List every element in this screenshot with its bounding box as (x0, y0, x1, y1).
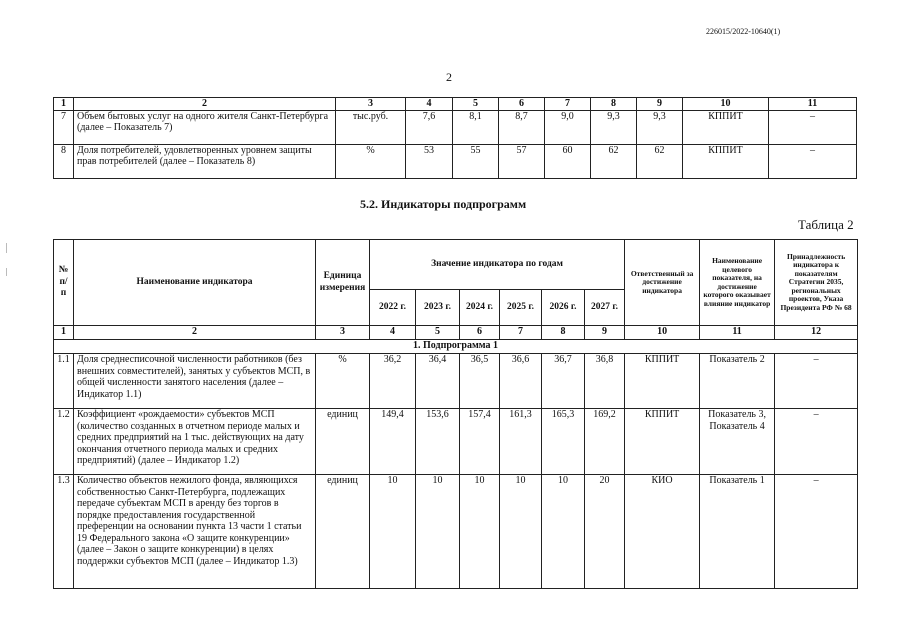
column-number: 1 (54, 326, 74, 340)
column-number: 5 (453, 98, 499, 111)
value-cell: 169,2 (585, 409, 625, 475)
value-cell: 62 (591, 144, 637, 178)
column-number: 8 (542, 326, 585, 340)
header-number: № п/п (54, 240, 74, 326)
column-number: 6 (460, 326, 500, 340)
column-number: 10 (683, 98, 769, 111)
column-number: 12 (775, 326, 858, 340)
target-indicator: Показатель 1 (700, 475, 775, 589)
value-cell: 10 (370, 475, 416, 589)
responsible: КППИТ (683, 144, 769, 178)
unit: % (336, 144, 406, 178)
strategy-link: – (775, 354, 858, 409)
table-label: Таблица 2 (798, 217, 854, 232)
value-cell: 36,7 (542, 354, 585, 409)
value-cell: 165,3 (542, 409, 585, 475)
value-cell: 161,3 (500, 409, 542, 475)
table-row (54, 475, 858, 589)
value-cell: 62 (637, 144, 683, 178)
indicator-name: Доля среднесписочной численности работников (без внешних совместителей), занятых у субъектов МСП, в общей численности занятого населения (далее – Индикатор 1.1) (74, 354, 316, 409)
row-number: 1.2 (54, 409, 74, 475)
value-cell: 36,6 (500, 354, 542, 409)
column-number: 4 (370, 326, 416, 340)
document-id: 226015/2022-10640(1) (706, 27, 781, 36)
target-indicator: Показатель 2 (700, 354, 775, 409)
column-number: 3 (316, 326, 370, 340)
subprogram-row (54, 340, 858, 354)
margin-mark (6, 268, 7, 276)
table-header-row (54, 98, 857, 111)
value-cell: 9,3 (591, 110, 637, 144)
value-cell: 36,2 (370, 354, 416, 409)
row-number: 1.3 (54, 475, 74, 589)
numbering-row (54, 326, 858, 340)
year-header: 2022 г. (370, 290, 416, 326)
value-cell: 10 (416, 475, 460, 589)
strategy-link: – (775, 409, 858, 475)
row-number: 8 (54, 144, 74, 178)
value-cell: 53 (406, 144, 453, 178)
row-number: 7 (54, 110, 74, 144)
value-cell: 36,4 (416, 354, 460, 409)
column-number: 7 (500, 326, 542, 340)
responsible: КППИТ (683, 110, 769, 144)
reference: – (769, 144, 857, 178)
column-number: 8 (591, 98, 637, 111)
unit: единиц (316, 475, 370, 589)
page-number: 2 (446, 70, 452, 84)
header-unit: Единица измерения (316, 240, 370, 326)
value-cell: 10 (500, 475, 542, 589)
column-number: 11 (700, 326, 775, 340)
row-number: 1.1 (54, 354, 74, 409)
subprogram-indicators-table (53, 239, 858, 589)
indicator-name: Коэффициент «рождаемости» субъектов МСП (количество созданных в отчетном периоде малых и средних предприятий на 1 тыс. действующих на дату окончания отчетного периода малых и средних предприятий) (далее – Индикатор 1.2) (74, 409, 316, 475)
target-indicator: Показатель 3, Показатель 4 (700, 409, 775, 475)
column-number: 4 (406, 98, 453, 111)
value-cell: 55 (453, 144, 499, 178)
table-header-row (54, 240, 858, 290)
unit: тыс.руб. (336, 110, 406, 144)
header-name: Наименование индикатора (74, 240, 316, 326)
column-number: 3 (336, 98, 406, 111)
unit: % (316, 354, 370, 409)
value-cell: 9,3 (637, 110, 683, 144)
value-cell: 10 (460, 475, 500, 589)
value-cell: 36,8 (585, 354, 625, 409)
subprogram-title: 1. Подпрограмма 1 (54, 340, 858, 354)
year-header: 2026 г. (542, 290, 585, 326)
value-cell: 157,4 (460, 409, 500, 475)
year-header: 2024 г. (460, 290, 500, 326)
column-number: 5 (416, 326, 460, 340)
indicator-name: Объем бытовых услуг на одного жителя Санкт-Петербурга (далее – Показатель 7) (74, 110, 336, 144)
value-cell: 20 (585, 475, 625, 589)
header-responsible: Ответственный за достижение индикатора (625, 240, 700, 326)
value-cell: 10 (542, 475, 585, 589)
column-number: 7 (545, 98, 591, 111)
section-title: 5.2. Индикаторы подпрограмм (360, 197, 527, 211)
value-cell: 153,6 (416, 409, 460, 475)
header-values: Значение индикатора по годам (370, 240, 625, 290)
header-target: Наименование целевого показателя, на достижение которого оказывает влияние индикатор (700, 240, 775, 326)
value-cell: 149,4 (370, 409, 416, 475)
year-header: 2023 г. (416, 290, 460, 326)
indicator-name: Количество объектов нежилого фонда, являющихся собственностью Санкт-Петербурга, подлежащих передаче субъектам МСП в аренду без торгов в порядке предоставления государственной преференции на основании пункта 13 части 1 статьи 19 Федерального закона «О защите конкуренции» (далее – Закон о защите конкуренции) в целях поддержки субъектов МСП (далее – Индикатор 1.3) (74, 475, 316, 589)
column-number: 11 (769, 98, 857, 111)
value-cell: 8,1 (453, 110, 499, 144)
value-cell: 9,0 (545, 110, 591, 144)
table-row (54, 409, 858, 475)
column-number: 10 (625, 326, 700, 340)
table-row (54, 354, 858, 409)
responsible: КИО (625, 475, 700, 589)
reference: – (769, 110, 857, 144)
value-cell: 36,5 (460, 354, 500, 409)
value-cell: 8,7 (499, 110, 545, 144)
indicator-table-continued (53, 97, 857, 179)
strategy-link: – (775, 475, 858, 589)
column-number: 6 (499, 98, 545, 111)
table-row (54, 110, 857, 144)
value-cell: 57 (499, 144, 545, 178)
column-number: 2 (74, 98, 336, 111)
responsible: КППИТ (625, 354, 700, 409)
header-strategy: Принадлежность индикатора к показателям Стратегии 2035, региональных проектов, Указа Президента РФ № 68 (775, 240, 858, 326)
margin-mark (6, 243, 7, 253)
column-number: 1 (54, 98, 74, 111)
column-number: 9 (585, 326, 625, 340)
unit: единиц (316, 409, 370, 475)
column-number: 9 (637, 98, 683, 111)
column-number: 2 (74, 326, 316, 340)
responsible: КППИТ (625, 409, 700, 475)
year-header: 2027 г. (585, 290, 625, 326)
indicator-name: Доля потребителей, удовлетворенных уровнем защиты прав потребителей (далее – Показатель 8) (74, 144, 336, 178)
value-cell: 7,6 (406, 110, 453, 144)
value-cell: 60 (545, 144, 591, 178)
year-header: 2025 г. (500, 290, 542, 326)
table-row (54, 144, 857, 178)
